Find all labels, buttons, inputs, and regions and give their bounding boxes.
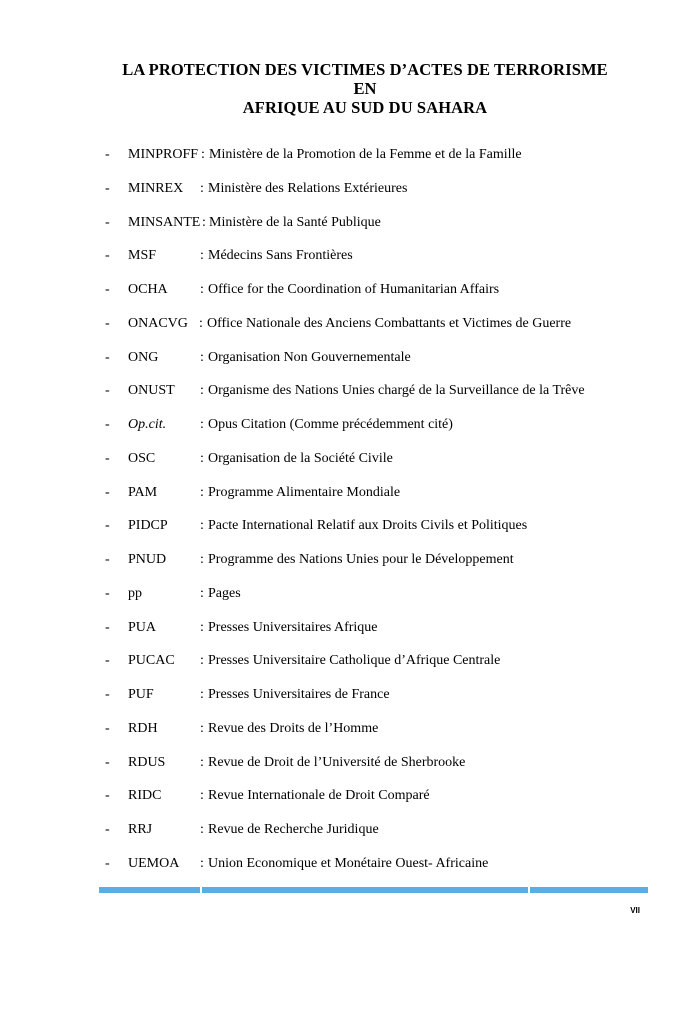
abbreviation-separator: : [201, 147, 205, 162]
abbreviation-code: RDUS [128, 754, 166, 770]
abbreviation-row-ridc [0, 779, 700, 813]
list-dash: - [105, 180, 110, 196]
abbreviation-code: ONUST [128, 383, 175, 399]
abbreviation-definition: Office Nationale des Anciens Combattants et Victimes de Guerre [207, 315, 572, 331]
abbreviation-code: OCHA [128, 282, 168, 297]
list-dash: - [105, 754, 110, 770]
abbreviation-separator: : [200, 619, 204, 635]
abbreviation-definition: Programme des Nations Unies pour le Développement [208, 552, 514, 567]
abbreviation-separator: : [200, 349, 204, 365]
abbreviation-row-pnud [0, 543, 700, 577]
list-dash: - [105, 687, 110, 702]
list-dash: - [105, 383, 110, 399]
list-dash: - [105, 619, 110, 635]
abbreviation-row-ocha [0, 273, 700, 307]
abbreviation-definition: Revue des Droits de l’Homme [208, 720, 379, 736]
abbreviation-code: PUF [128, 687, 154, 702]
abbreviation-row-pidcp [0, 509, 700, 543]
abbreviation-definition: Presses Universitaires Afrique [208, 619, 378, 635]
abbreviation-separator: : [200, 855, 204, 871]
abbreviation-separator: : [200, 653, 204, 669]
list-dash: - [105, 214, 110, 230]
list-dash: - [105, 484, 110, 500]
abbreviation-code: PIDCP [128, 518, 168, 534]
abbreviation-definition: Ministère de la Promotion de la Femme et de la Famille [209, 147, 522, 162]
abbreviation-definition: Médecins Sans Frontières [208, 248, 353, 264]
abbreviation-row-pucac [0, 644, 700, 678]
list-dash: - [105, 788, 110, 804]
abbreviation-code: PUCAC [128, 653, 175, 669]
abbreviation-row-rrj [0, 813, 700, 847]
footer-bar-gap [200, 887, 202, 893]
abbreviation-code: OSC [128, 450, 156, 466]
abbreviation-code: MINPROFF [128, 147, 199, 162]
abbreviation-separator: : [200, 720, 204, 736]
abbreviation-code: pp [128, 585, 142, 601]
list-dash: - [105, 552, 110, 567]
abbreviation-separator: : [200, 552, 204, 567]
abbreviation-definition: Office for the Coordination of Humanitarian Affairs [208, 282, 500, 297]
abbreviation-code: PNUD [128, 552, 167, 567]
abbreviation-row-pua [0, 611, 700, 645]
list-dash: - [105, 147, 110, 162]
abbreviation-separator: : [200, 282, 204, 297]
abbreviation-row-minproff [0, 138, 700, 172]
list-dash: - [105, 855, 110, 871]
footer-bar-gap [528, 887, 530, 893]
abbreviation-list [0, 138, 700, 881]
abbreviation-separator: : [200, 417, 204, 432]
abbreviation-row-rdus [0, 746, 700, 780]
abbreviation-code: PAM [128, 484, 158, 500]
abbreviation-separator: : [200, 518, 204, 534]
list-dash: - [105, 282, 110, 297]
page-number: VII [630, 906, 640, 915]
abbreviation-code: UEMOA [128, 855, 180, 871]
abbreviation-separator: : [200, 484, 204, 500]
page-title-line-1: LA PROTECTION DES VICTIMES D’ACTES DE TERRORISME EN [122, 60, 608, 98]
abbreviation-code: ONACVG [128, 315, 188, 331]
abbreviation-definition: Organisme des Nations Unies chargé de la Surveillance de la Trêve [208, 383, 585, 399]
abbreviation-definition: Union Economique et Monétaire Ouest- Africaine [208, 855, 489, 871]
abbreviation-row-msf [0, 239, 700, 273]
abbreviation-code: RDH [128, 720, 158, 736]
list-dash: - [105, 653, 110, 669]
abbreviation-code: MSF [128, 248, 157, 264]
abbreviation-row-onacvg [0, 307, 700, 341]
abbreviation-code: MINREX [128, 180, 184, 196]
abbreviation-definition: Ministère de la Santé Publique [209, 214, 381, 230]
abbreviation-separator: : [200, 754, 204, 770]
abbreviation-definition: Organisation de la Société Civile [208, 450, 393, 466]
list-dash: - [105, 518, 110, 534]
abbreviation-code: ONG [128, 349, 159, 365]
abbreviation-definition: Presses Universitaires de France [208, 687, 390, 702]
abbreviation-definition: Pacte International Relatif aux Droits Civils et Politiques [208, 518, 528, 534]
abbreviation-definition: Programme Alimentaire Mondiale [208, 484, 401, 500]
abbreviation-code: RIDC [128, 788, 162, 804]
abbreviation-definition: Presses Universitaire Catholique d’Afrique Centrale [208, 653, 501, 669]
abbreviation-separator: : [200, 383, 204, 399]
list-dash: - [105, 315, 110, 331]
abbreviation-separator: : [200, 248, 204, 264]
list-dash: - [105, 822, 110, 837]
footer-divider-bar [99, 887, 648, 893]
list-dash: - [105, 585, 110, 601]
abbreviation-row-ong [0, 341, 700, 375]
list-dash: - [105, 720, 110, 736]
abbreviation-definition: Revue Internationale de Droit Comparé [208, 788, 430, 804]
abbreviation-definition: Organisation Non Gouvernementale [208, 349, 411, 365]
abbreviation-row-puf [0, 678, 700, 712]
abbreviation-separator: : [200, 180, 204, 196]
list-dash: - [105, 349, 110, 365]
abbreviation-code: Op.cit. [128, 417, 167, 432]
list-dash: - [105, 417, 110, 432]
abbreviation-row-pp [0, 577, 700, 611]
abbreviation-separator: : [200, 788, 204, 804]
abbreviation-separator: : [200, 585, 204, 601]
abbreviation-definition: Revue de Droit de l’Université de Sherbrooke [208, 754, 466, 770]
list-dash: - [105, 450, 110, 466]
abbreviation-row-uemoa [0, 847, 700, 881]
abbreviation-row-minsante [0, 206, 700, 240]
abbreviation-separator: : [199, 315, 203, 331]
list-dash: - [105, 248, 110, 264]
abbreviation-row-onust [0, 374, 700, 408]
page-title-line-2: AFRIQUE AU SUD DU SAHARA [242, 98, 488, 117]
abbreviation-row-pam [0, 476, 700, 510]
abbreviation-row-osc [0, 442, 700, 476]
abbreviation-separator: : [200, 687, 204, 702]
abbreviation-definition: Revue de Recherche Juridique [208, 822, 379, 837]
abbreviation-code: MINSANTE [128, 214, 201, 230]
abbreviation-separator: : [200, 450, 204, 466]
abbreviation-code: PUA [128, 619, 157, 635]
abbreviation-row-minrex [0, 172, 700, 206]
abbreviation-definition: Ministère des Relations Extérieures [208, 180, 408, 196]
abbreviation-separator: : [200, 822, 204, 837]
abbreviation-separator: : [202, 214, 206, 230]
abbreviation-row-op-cit [0, 408, 700, 442]
abbreviation-row-rdh [0, 712, 700, 746]
page-title [110, 60, 620, 117]
abbreviation-code: RRJ [128, 822, 153, 837]
abbreviation-definition: Pages [208, 585, 241, 601]
abbreviation-definition: Opus Citation (Comme précédemment cité) [208, 417, 453, 432]
